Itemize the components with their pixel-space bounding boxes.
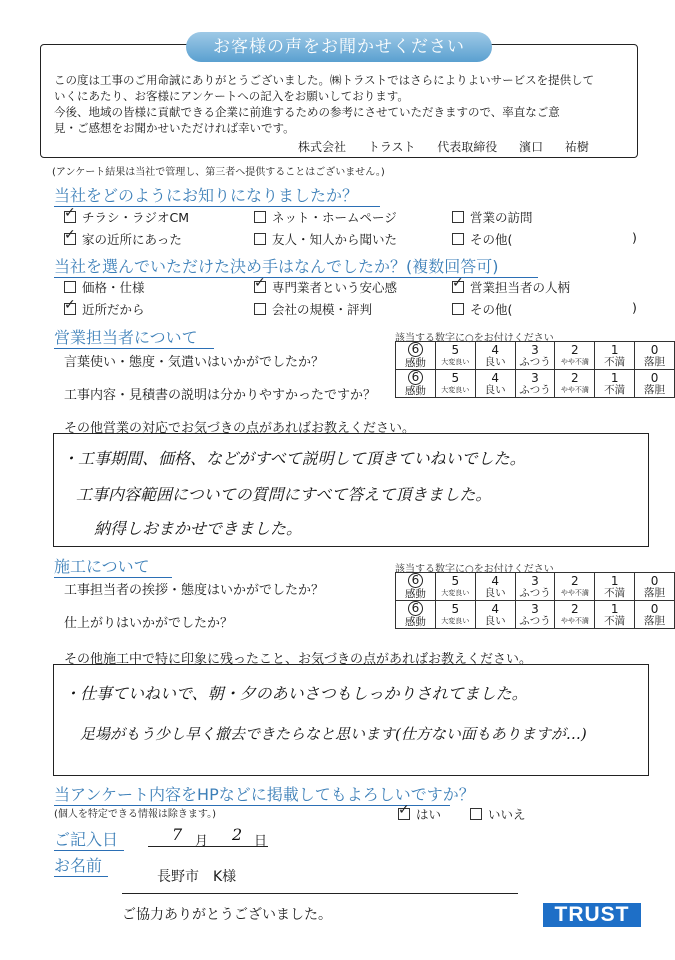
q2-option-other[interactable]: その他(: [452, 300, 512, 318]
q1-option[interactable]: ネット・ホームページ: [254, 208, 397, 226]
sales-comment-line: 納得しおまかせできました。: [94, 519, 303, 538]
q1-heading: 当社をどのようにお知りになりましたか？: [54, 183, 380, 207]
publish-heading: 当アンケート内容をHPなどに掲載してもよろしいですか？: [54, 782, 450, 806]
q1-option[interactable]: 営業の訪問: [452, 208, 533, 226]
date-label: ご記入日: [54, 827, 124, 851]
checkbox-checked[interactable]: [452, 281, 464, 293]
construction-question-2: 仕上がりはいかがでしたか？: [64, 616, 234, 631]
checkbox[interactable]: [254, 211, 266, 223]
rating-cell[interactable]: 3 ふつう: [515, 601, 555, 629]
intro-line: この度は工事のご用命誠にありがとうございました。㈱トラストではさらによりよいサービスを提供して: [54, 73, 595, 87]
checkbox[interactable]: [64, 281, 76, 293]
checkbox-checked[interactable]: [254, 281, 266, 293]
company-name: 株式会社 トラスト: [298, 140, 416, 154]
rating-cell[interactable]: 1 不満: [595, 370, 635, 398]
publish-no[interactable]: いいえ: [470, 805, 526, 823]
sales-comment-box[interactable]: [53, 433, 649, 547]
publish-note: (個人を特定できる情報は除きます。): [54, 809, 217, 820]
rating-cell[interactable]: 5 大変良い: [435, 573, 475, 601]
rating-cell[interactable]: 4 良い: [475, 370, 515, 398]
sales-heading: 営業担当者について: [54, 325, 214, 349]
construction-comment-line: 足場がもう少し早く撤去できたらなと思います(仕方ない面もありますが…): [80, 725, 587, 743]
intro-line: いくにあたり、お客様にアンケートへの記入をお願いしております。: [54, 89, 409, 103]
q1-option[interactable]: ✓チラシ・ラジオCM: [64, 208, 189, 226]
q2-other-close: ): [632, 300, 637, 315]
q2-option[interactable]: 会社の規模・評判: [254, 300, 372, 318]
rating-cell[interactable]: 0 落胆: [635, 342, 675, 370]
construction-rating-table: [395, 572, 675, 629]
signature: [298, 138, 589, 155]
checkbox-checked[interactable]: [398, 808, 410, 820]
rating-cell-selected[interactable]: 6 感動: [396, 370, 436, 398]
rating-row: [396, 573, 675, 601]
intro-line: 今後、地域の皆様に貢献できる企業に前進するための参考にさせていただきますので、率直なご意: [54, 105, 560, 119]
publish-yes[interactable]: ✓ はい: [398, 805, 441, 823]
rating-cell-selected[interactable]: 6 感動: [396, 601, 436, 629]
construction-comment-prompt: その他施工中で特に印象に残ったこと、お気づきの点があればお教えください。: [64, 652, 533, 667]
sales-rating-table: [395, 341, 675, 398]
q2-option[interactable]: ✓ 営業担当者の人柄: [452, 278, 570, 296]
q2-option[interactable]: ✓ 専門業者という安心感: [254, 278, 397, 296]
rating-row: [396, 342, 675, 370]
rating-cell[interactable]: 0 落胆: [635, 573, 675, 601]
name-underline: [122, 893, 518, 894]
construction-comment-line: ・仕事ていねいで、朝・夕のあいさつもしっかりされてました。: [64, 684, 528, 703]
checkbox-checked[interactable]: [64, 211, 76, 223]
rating-cell[interactable]: 5 大変良い: [435, 342, 475, 370]
checkbox[interactable]: [470, 808, 482, 820]
name-label: お名前: [54, 853, 108, 877]
rating-cell[interactable]: 0 落胆: [635, 601, 675, 629]
rating-cell-selected[interactable]: 6 感動: [396, 342, 436, 370]
intro-text: [54, 72, 624, 136]
q1-option[interactable]: 友人・知人から聞いた: [254, 230, 397, 248]
rating-cell[interactable]: 4 良い: [475, 573, 515, 601]
rating-cell[interactable]: 5 大変良い: [435, 601, 475, 629]
date-month-unit: 月: [195, 834, 209, 849]
rating-cell[interactable]: 3 ふつう: [515, 573, 555, 601]
rating-cell[interactable]: 0 落胆: [635, 370, 675, 398]
scale-caption: 該当する数字に○をお付けください: [395, 333, 554, 344]
checkbox[interactable]: [452, 233, 464, 245]
construction-comment-box[interactable]: [53, 664, 649, 776]
rating-cell[interactable]: 4 良い: [475, 342, 515, 370]
rating-cell[interactable]: 2 やや不満: [555, 370, 595, 398]
rating-cell[interactable]: 1 不満: [595, 601, 635, 629]
q1-option-other[interactable]: その他(: [452, 230, 512, 248]
rating-cell[interactable]: 2 やや不満: [555, 601, 595, 629]
page-title: お客様の声をお聞かせください: [186, 32, 492, 62]
rating-cell[interactable]: 1 不満: [595, 342, 635, 370]
sales-comment-line: ・工事期間、価格、などがすべて説明して頂きていねいでした。: [62, 449, 526, 468]
checkbox-checked[interactable]: [64, 303, 76, 315]
q2-heading: 当社を選んでいただけた決め手はなんでしたか？(複数回答可): [54, 254, 538, 278]
trust-logo: TRUST: [543, 903, 641, 927]
sales-question-1: 言葉使い・態度・気遣いはいかがでしたか？: [64, 355, 325, 370]
intro-line: 見・ご感想をお聞かせいただければ幸いです。: [54, 121, 295, 135]
thanks-message: ご協力ありがとうございました。: [122, 907, 332, 923]
rating-cell-selected[interactable]: 6 感動: [396, 573, 436, 601]
q2-option[interactable]: ✓近所だから: [64, 300, 145, 318]
rating-cell[interactable]: 2 やや不満: [555, 342, 595, 370]
checkbox[interactable]: [254, 303, 266, 315]
checkbox-checked[interactable]: [64, 233, 76, 245]
rating-cell[interactable]: 4 良い: [475, 601, 515, 629]
rating-row: [396, 370, 675, 398]
construction-heading: 施工について: [54, 554, 172, 578]
rating-cell[interactable]: 2 やや不満: [555, 573, 595, 601]
construction-question-1: 工事担当者の挨拶・態度はいかがでしたか？: [64, 583, 325, 598]
rating-cell[interactable]: 5 大変良い: [435, 370, 475, 398]
rating-cell[interactable]: 1 不満: [595, 573, 635, 601]
privacy-note: (アンケート結果は当社で管理し、第三者へ提供することはございません。): [52, 167, 385, 178]
rating-cell[interactable]: 3 ふつう: [515, 342, 555, 370]
q2-option[interactable]: 価格・仕様: [64, 278, 145, 296]
checkbox[interactable]: [254, 233, 266, 245]
q1-option[interactable]: ✓家の近所にあった: [64, 230, 182, 248]
date-day-unit: 日: [254, 834, 268, 849]
date-month-value[interactable]: 7: [172, 825, 183, 844]
sales-comment-line: 工事内容範囲についての質問にすべて答えて頂きました。: [76, 485, 492, 504]
sales-comment-prompt: その他営業の対応でお気づきの点があればお教えください。: [64, 421, 416, 436]
rating-row: [396, 601, 675, 629]
date-day-value[interactable]: 2: [232, 825, 243, 844]
q1-other-close: ): [632, 230, 637, 245]
rating-cell[interactable]: 3 ふつう: [515, 370, 555, 398]
checkbox[interactable]: [452, 303, 464, 315]
representative: 代表取締役 濱口 祐樹: [437, 140, 589, 154]
sales-question-2: 工事内容・見積書の説明は分かりやすかったですか？: [64, 388, 377, 403]
checkbox[interactable]: [452, 211, 464, 223]
scale-caption: 該当する数字に○をお付けください: [395, 564, 554, 575]
name-value[interactable]: 長野市 K様: [157, 869, 237, 885]
